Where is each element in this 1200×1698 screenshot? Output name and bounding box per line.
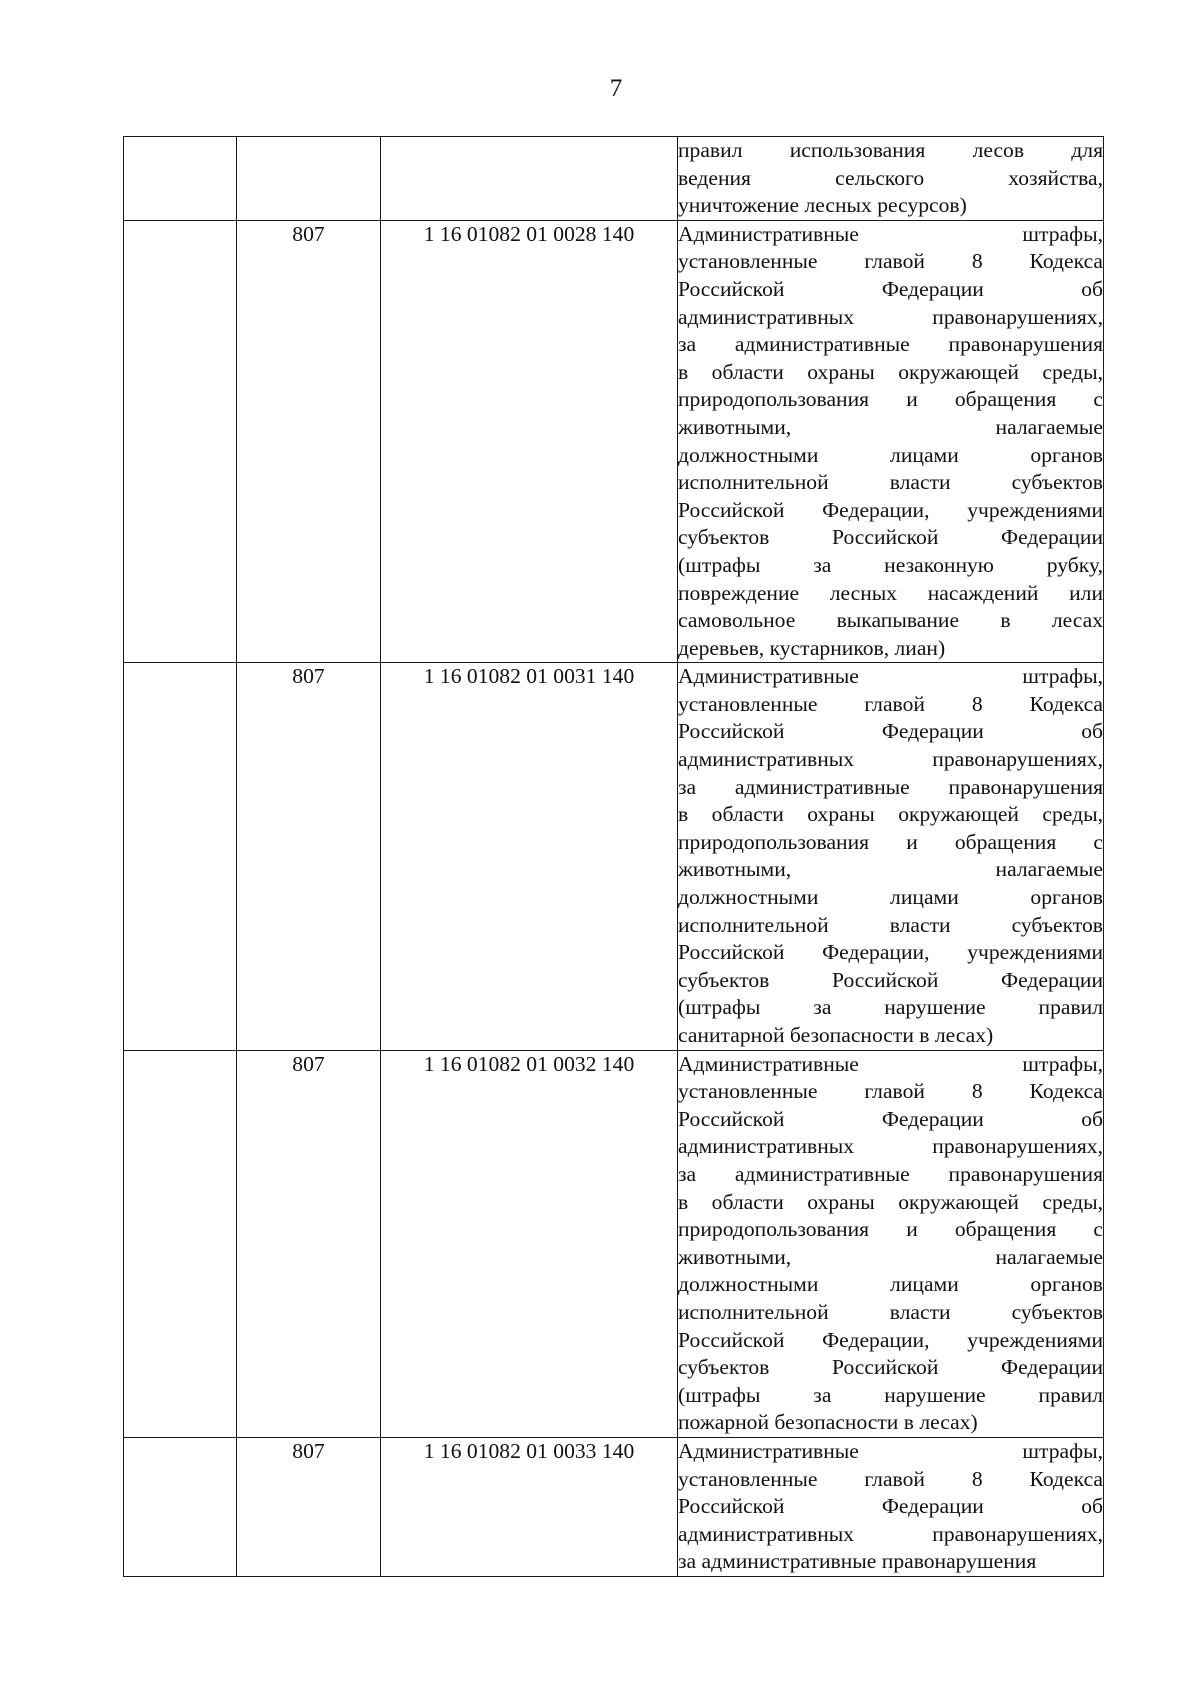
description-line: Российской Федерации, учреждениями (678, 940, 1103, 965)
admin-code-cell: 807 (237, 663, 381, 1050)
description-line: исполнительной власти субъектов (678, 1299, 1103, 1324)
description-line: природопользования и обращения с (678, 829, 1103, 854)
description-line: в области охраны окружающей среды, (678, 1189, 1103, 1214)
description-line: (штрафы за нарушение правил (678, 1382, 1103, 1407)
page-number: 7 (609, 75, 623, 102)
description-line: Российской Федерации об (678, 1106, 1103, 1131)
row-number-cell (124, 220, 237, 663)
description-line: установленные главой 8 Кодекса (678, 1079, 1103, 1104)
description-line: уничтожение лесных ресурсов) (678, 193, 967, 218)
description-line: животными, налагаемые (678, 414, 1103, 439)
description-line: самовольное выкапывание в лесах (678, 608, 1103, 633)
description-line: административных правонарушениях, (678, 1134, 1103, 1159)
description-line: природопользования и обращения с (678, 1217, 1103, 1242)
table-row (124, 220, 1104, 663)
description-line: в области охраны окружающей среды, (678, 359, 1103, 384)
description-line: (штрафы за незаконную рубку, (678, 552, 1103, 577)
description-line: деревьев, кустарников, лиан) (678, 635, 946, 660)
description-line: животными, налагаемые (678, 1244, 1103, 1269)
kbk-code-cell: 1 16 01082 01 0028 140 (381, 220, 678, 663)
table-body (124, 137, 1104, 1577)
table-row (124, 1437, 1104, 1576)
description-line: установленные главой 8 Кодекса (678, 1466, 1103, 1491)
kbk-code-cell (381, 137, 678, 221)
description-line: Российской Федерации об (678, 1494, 1103, 1519)
budget-classification-table (123, 136, 1104, 1577)
description-line: правил использования лесов для (678, 138, 1103, 162)
kbk-code-cell: 1 16 01082 01 0032 140 (381, 1050, 678, 1437)
description-line: субъектов Российской Федерации (678, 1355, 1103, 1380)
admin-code-cell: 807 (237, 1437, 381, 1576)
description-line: за административные правонарушения (678, 774, 1103, 799)
description-cell (678, 663, 1104, 1050)
description-line: установленные главой 8 Кодекса (678, 691, 1103, 716)
description-line: административных правонарушениях, (678, 747, 1103, 772)
admin-code-cell (237, 137, 381, 221)
description-cell (678, 1050, 1104, 1437)
description-line: за административные правонарушения (678, 1161, 1103, 1186)
row-number-cell (124, 137, 237, 221)
description-line: субъектов Российской Федерации (678, 967, 1103, 992)
row-number-cell (124, 663, 237, 1050)
description-line: Российской Федерации об (678, 719, 1103, 744)
description-line: Российской Федерации, учреждениями (678, 1327, 1103, 1352)
description-cell (678, 220, 1104, 663)
description-line: животными, налагаемые (678, 857, 1103, 882)
table-row (124, 137, 1104, 221)
description-line: пожарной безопасности в лесах) (678, 1410, 978, 1435)
description-line: административных правонарушениях, (678, 304, 1103, 329)
description-line: Российской Федерации, учреждениями (678, 497, 1103, 522)
table-row (124, 663, 1104, 1050)
description-line: должностными лицами органов (678, 442, 1103, 467)
kbk-code-cell: 1 16 01082 01 0033 140 (381, 1437, 678, 1576)
admin-code-cell: 807 (237, 220, 381, 663)
kbk-code-cell: 1 16 01082 01 0031 140 (381, 663, 678, 1050)
description-line: должностными лицами органов (678, 1272, 1103, 1297)
description-line: в области охраны окружающей среды, (678, 802, 1103, 827)
description-line: Административные штрафы, (678, 664, 1103, 689)
description-line: установленные главой 8 Кодекса (678, 249, 1103, 274)
description-line: за административные правонарушения (678, 1549, 1037, 1574)
description-cell (678, 1437, 1104, 1576)
description-line: природопользования и обращения с (678, 387, 1103, 412)
description-line: Административные штрафы, (678, 1438, 1103, 1463)
description-line: исполнительной власти субъектов (678, 912, 1103, 937)
description-line: санитарной безопасности в лесах) (678, 1023, 994, 1047)
description-line: субъектов Российской Федерации (678, 525, 1103, 550)
table-row (124, 1050, 1104, 1437)
description-line: Административные штрафы, (678, 1051, 1103, 1076)
row-number-cell (124, 1050, 237, 1437)
description-line: (штрафы за нарушение правил (678, 995, 1103, 1020)
description-cell (678, 137, 1104, 221)
description-line: повреждение лесных насаждений или (678, 580, 1103, 605)
row-number-cell (124, 1437, 237, 1576)
description-line: ведения сельского хозяйства, (678, 165, 1103, 190)
description-line: административных правонарушениях, (678, 1521, 1103, 1546)
description-line: за административные правонарушения (678, 332, 1103, 357)
description-line: Административные штрафы, (678, 221, 1103, 246)
description-line: должностными лицами органов (678, 885, 1103, 910)
description-line: исполнительной власти субъектов (678, 470, 1103, 495)
description-line: Российской Федерации об (678, 276, 1103, 301)
admin-code-cell: 807 (237, 1050, 381, 1437)
